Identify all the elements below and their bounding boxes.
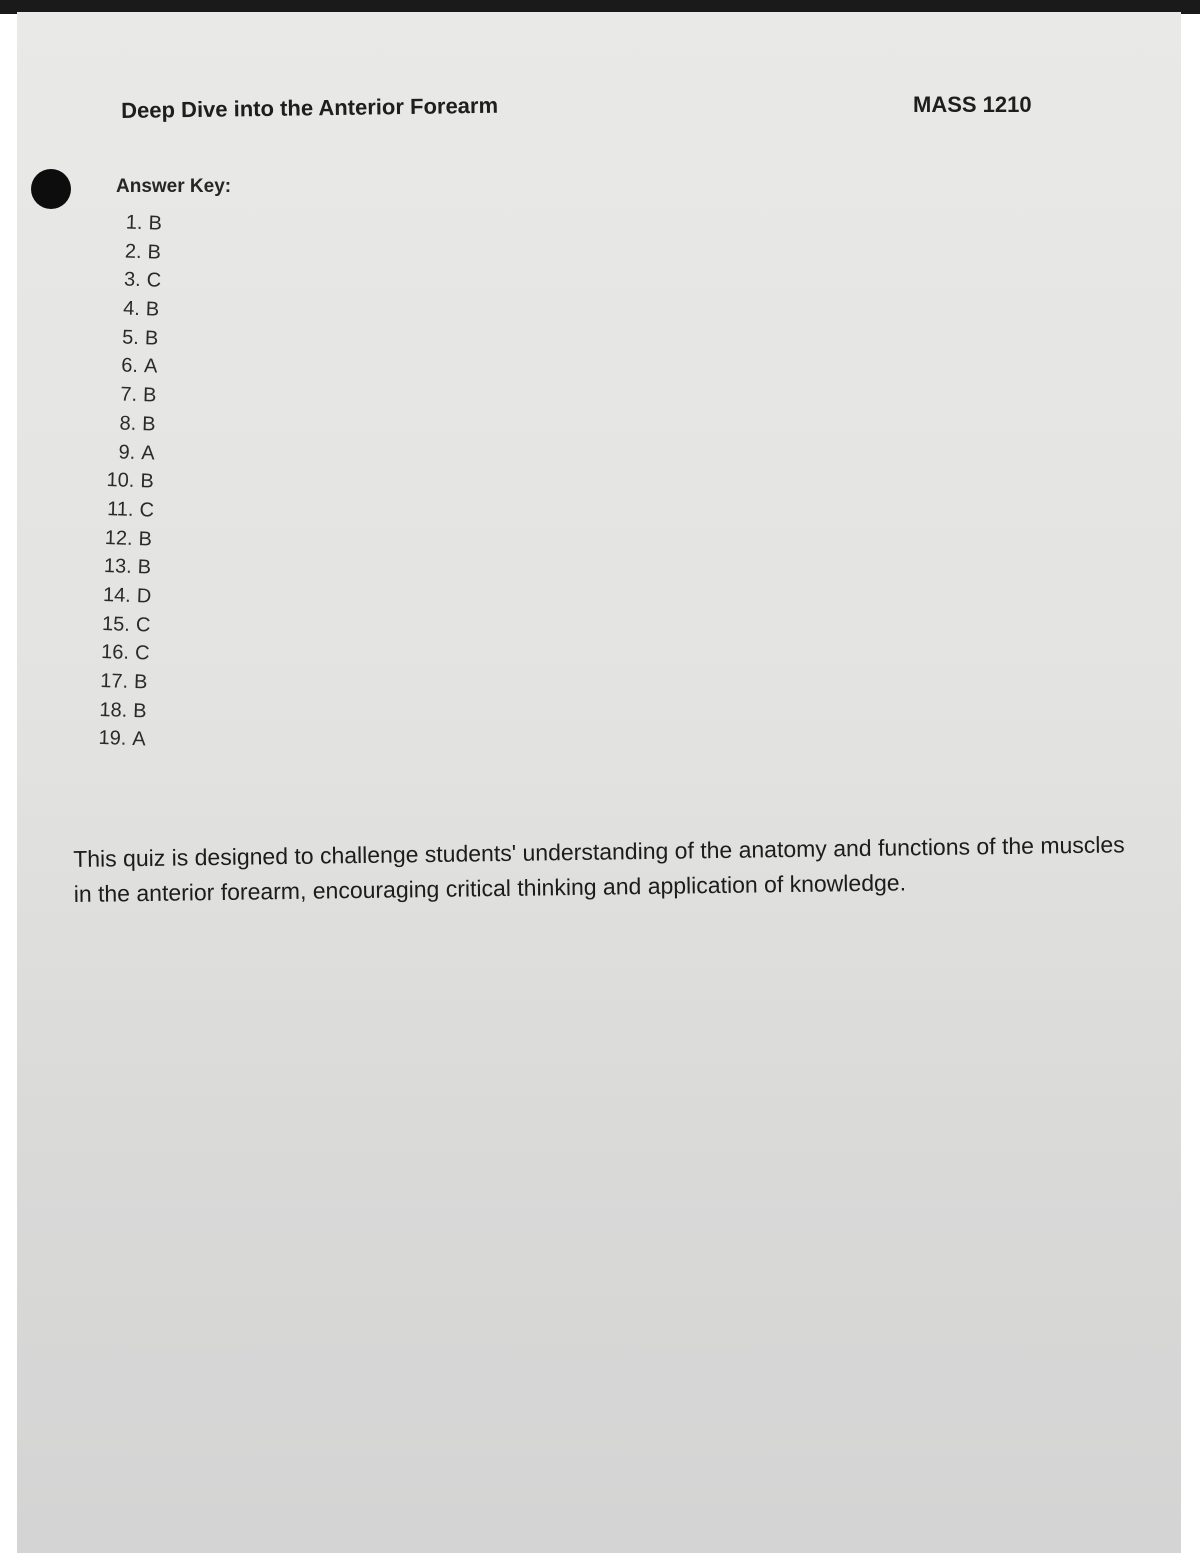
answer-letter: B (145, 298, 160, 321)
answer-number: 2. (124, 240, 142, 263)
answer-number: 11. (106, 497, 134, 521)
answer-item (64, 580, 151, 611)
answer-letter: C (135, 613, 151, 637)
answer-key-heading: Answer Key: (116, 176, 232, 197)
document-title: Deep Dive into the Anterior Forearm (121, 92, 499, 123)
answer-letter: D (136, 585, 152, 608)
quiz-description: This quiz is designed to challenge students' understanding of the anatomy and functions of the muscles in the anterior forearm, encouraging critical thinking and application of knowledge. (73, 831, 1125, 907)
answer-letter: C (134, 642, 150, 665)
answer-item (71, 379, 158, 410)
answer-number: 18. (99, 698, 128, 722)
answer-item (69, 436, 156, 467)
paper-sheet (17, 12, 1181, 1553)
answer-letter: B (140, 470, 155, 493)
answer-letter: B (141, 412, 156, 436)
answer-number: 12. (104, 526, 133, 550)
course-code: MASS 1210 (913, 92, 1032, 117)
answer-letter: B (132, 699, 147, 723)
answer-number: 6. (120, 354, 139, 378)
answer-letter: B (144, 326, 159, 350)
answer-item (62, 666, 149, 697)
answer-number: 3. (123, 268, 142, 292)
answer-letter: C (139, 498, 155, 522)
answer-number: 8. (119, 412, 137, 435)
answer-letter: B (137, 556, 152, 579)
answer-item (73, 293, 160, 324)
answer-item (63, 608, 150, 639)
answer-item (72, 322, 159, 353)
answer-letter: B (133, 671, 148, 694)
answer-number: 15. (101, 612, 131, 636)
answer-number: 4. (122, 297, 141, 321)
answer-letter: A (131, 728, 146, 751)
answer-item (65, 551, 152, 582)
answer-item (75, 236, 162, 267)
answer-letter: A (143, 355, 158, 379)
punch-hole (31, 169, 71, 209)
answer-number: 17. (99, 669, 129, 693)
answer-item (63, 637, 150, 668)
answer-number: 16. (100, 641, 130, 665)
answer-item (66, 522, 153, 553)
answer-number: 1. (125, 211, 143, 235)
answer-number: 5. (121, 326, 140, 349)
answer-number: 10. (106, 469, 135, 493)
answer-letter: B (147, 240, 162, 264)
answer-item (68, 465, 155, 496)
answer-item (70, 408, 157, 439)
answer-number: 19. (98, 727, 127, 751)
answer-number: 9. (118, 440, 136, 464)
answer-item (74, 264, 161, 295)
answer-letter: B (142, 384, 157, 407)
answer-item (67, 494, 154, 525)
answer-key-list (60, 207, 164, 755)
answer-letter: B (138, 527, 153, 551)
answer-item (72, 350, 159, 381)
answer-item (76, 207, 163, 238)
answer-letter: C (146, 269, 162, 293)
answer-letter: A (140, 441, 155, 465)
answer-number: 14. (102, 583, 132, 607)
answer-item (61, 694, 148, 725)
answer-number: 7. (120, 383, 138, 407)
answer-item (60, 723, 147, 754)
answer-number: 13. (103, 555, 133, 579)
answer-letter: B (148, 212, 163, 235)
